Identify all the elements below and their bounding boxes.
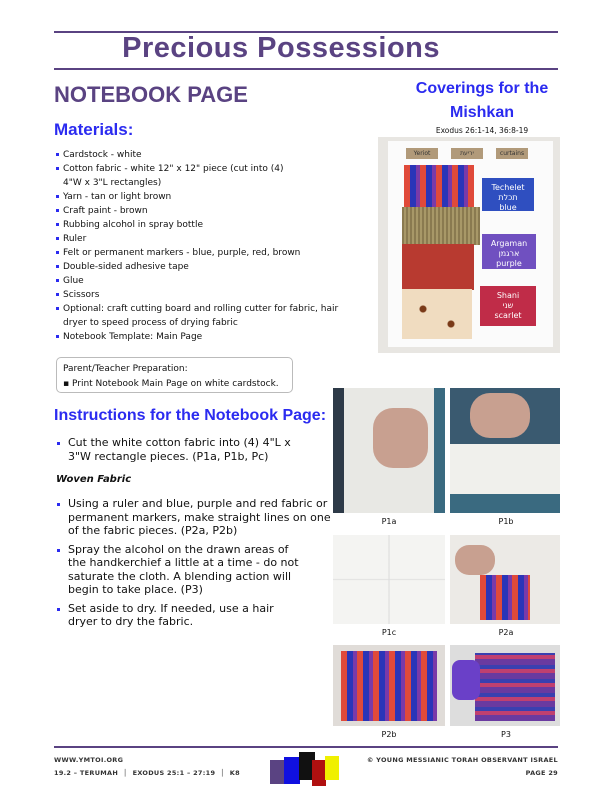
coverings-title: Coverings for the Mishkan xyxy=(415,80,549,121)
list-item: Cut the white cotton fabric into (4) 4"L x 3"W rectangle pieces. (P1a, P1b, Pc) xyxy=(56,436,306,463)
page-number: PAGE 29 xyxy=(525,769,558,777)
footer-rule xyxy=(54,746,558,748)
footer-copyright: © YOUNG MESSIANIC TORAH OBSERVANT ISRAEL xyxy=(366,756,558,764)
list-item: Notebook Template: Main Page xyxy=(56,330,346,344)
caption-p1c: P1c xyxy=(381,628,397,637)
materials-heading: Materials: xyxy=(54,120,134,139)
section-title: NOTEBOOK PAGE xyxy=(54,82,248,107)
prep-box xyxy=(56,357,293,393)
photo-p3 xyxy=(450,645,560,726)
photo-p1c xyxy=(333,535,445,624)
label-curtains: curtains xyxy=(496,148,528,159)
caption-p1b: P1b xyxy=(498,517,514,526)
list-item: Optional: craft cutting board and rolling cutter for fabric, hair dryer to speed process of drying fabric xyxy=(56,302,346,330)
list-item: Double-sided adhesive tape xyxy=(56,260,346,274)
instructions-steps xyxy=(56,497,331,634)
list-item: Felt or permanent markers - blue, purple, red, brown xyxy=(56,246,346,260)
list-item: Glue xyxy=(56,274,346,288)
footer-website[interactable]: WWW.YMTOI.ORG xyxy=(54,756,124,764)
page-title: Precious Possessions xyxy=(122,32,440,64)
label-yeriot: Yeriot xyxy=(406,148,438,159)
list-item: Rubbing alcohol in spray bottle xyxy=(56,218,346,232)
ymtoi-logo xyxy=(270,752,340,786)
caption-p3: P3 xyxy=(501,730,511,739)
argaman-card: Argaman ארגמן purple xyxy=(482,234,536,269)
caption-p2a: P2a xyxy=(498,628,514,637)
photo-p1a xyxy=(333,388,445,513)
caption-p1a: P1a xyxy=(381,517,397,526)
finished-notebook-photo xyxy=(378,137,560,353)
list-item: Cotton fabric - white 12" x 12" piece (cut into (4) 4"W x 3"L rectangles) xyxy=(56,162,296,190)
list-item: Using a ruler and blue, purple and red fabric or permanent markers, make straight lines on one of the fabric pieces. (P2a, P2b) xyxy=(56,497,331,538)
prep-item-text: Print Notebook Main Page on white cardstock. xyxy=(71,379,279,389)
footer-lesson-info: 19.2 – TERUMAH │ EXODUS 25:1 – 27:19 │ K8 xyxy=(54,769,240,777)
list-item: Yarn - tan or light brown xyxy=(56,190,346,204)
photo-p2a xyxy=(450,535,560,624)
instructions-heading: Instructions for the Notebook Page: xyxy=(54,407,327,424)
list-item: Craft paint - brown xyxy=(56,204,346,218)
title-rule xyxy=(54,68,558,70)
woven-fabric-subheading: Woven Fabric xyxy=(56,474,132,485)
techelet-card: Techelet תכלת blue xyxy=(482,178,534,211)
prep-heading: Parent/Teacher Preparation: xyxy=(63,364,188,374)
photo-p1b xyxy=(450,388,560,513)
prep-item: ▪ Print Notebook Main Page on white cardstock. xyxy=(63,379,279,389)
list-item: Cardstock - white xyxy=(56,148,346,162)
materials-list xyxy=(56,148,346,344)
list-item: Set aside to dry. If needed, use a hair dryer to dry the fabric. xyxy=(56,602,306,629)
label-hebrew: יריעת xyxy=(451,148,483,159)
list-item: Scissors xyxy=(56,288,346,302)
shani-card: Shani שני scarlet xyxy=(480,286,536,326)
caption-p2b: P2b xyxy=(381,730,397,739)
scripture-reference: Exodus 26:1-14, 36:8-19 xyxy=(435,126,529,135)
photo-p2b xyxy=(333,645,445,726)
list-item: Ruler xyxy=(56,232,346,246)
list-item: Spray the alcohol on the drawn areas of the handkerchief a little at a time - do not saturate the cloth. A blending action will begin to take place. (P3) xyxy=(56,543,306,597)
instructions-step1 xyxy=(56,436,331,468)
